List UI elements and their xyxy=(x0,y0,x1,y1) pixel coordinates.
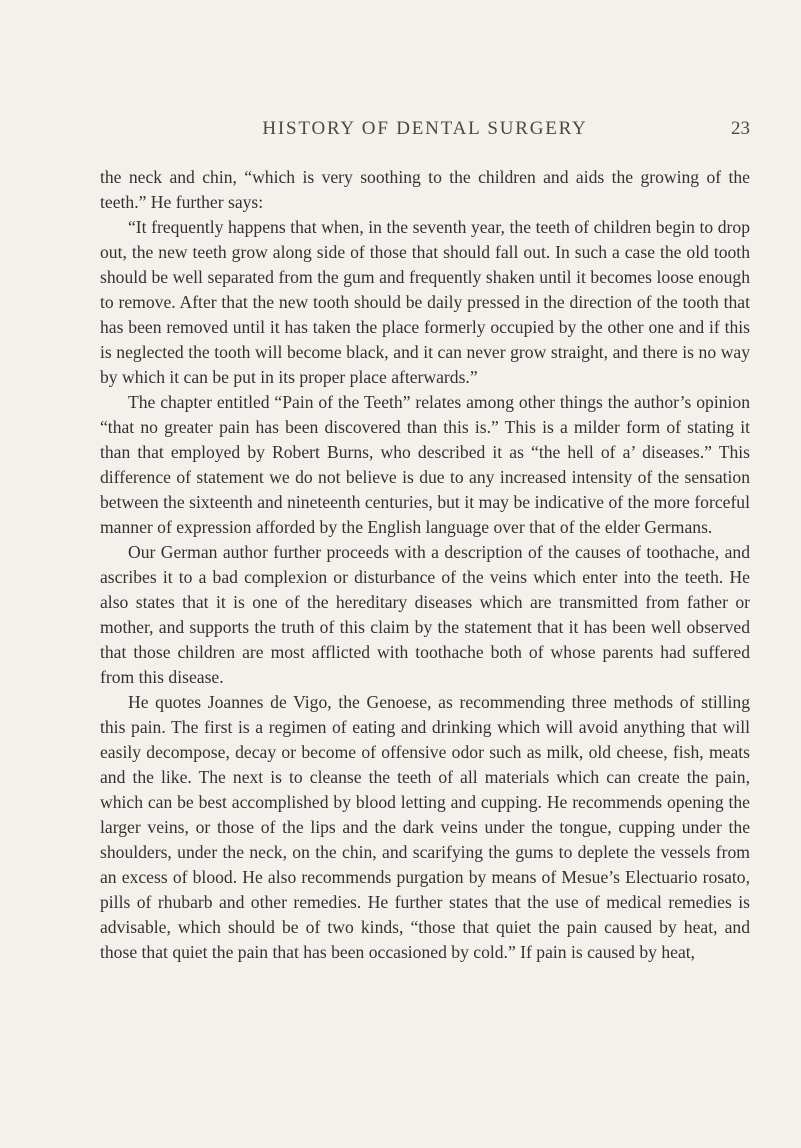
running-head xyxy=(100,118,750,142)
paragraph-continuation: the neck and chin, “which is very soothing to the children and aids the growing of the teeth.” He further says: xyxy=(100,167,750,212)
body-text xyxy=(100,165,750,965)
paragraph-causes: Our German author further proceeds with a description of the causes of toothache, and ascribes it to a bad complexion or disturbance of the veins which enter into the teeth. He also states that it is one of the hereditary diseases which are transmitted from father or mother, and supports the truth of this claim by the statement that it has been well observed that those children are most afflicted with toothache both of whose parents had suffered from this disease. xyxy=(100,542,750,687)
paragraph-pain-of-teeth: The chapter entitled “Pain of the Teeth” relates among other things the author’s opinion “that no greater pain has been discovered than this is.” This is a milder form of stating it than that employed by Robert Burns, who described it as “the hell of a’ diseases.” This difference of statement we do not believe is due to any increased intensity of the sensation between the sixteenth and nineteenth centuries, but it may be indicative of the more forceful manner of expression afforded by the English language over that of the elder Germans. xyxy=(100,392,750,537)
running-title: HISTORY OF DENTAL SURGERY xyxy=(262,118,588,139)
page-number: 23 xyxy=(731,118,750,139)
paragraph-remedies: He quotes Joannes de Vigo, the Genoese, as recommending three methods of stilling this pain. The first is a regimen of eating and drinking which will avoid anything that will easily decompose, decay or become of offensive odor such as milk, old cheese, fish, meats and the like. The next is to cleanse the teeth of all materials which can create the pain, which can be best accomplished by blood letting and cupping. He recommends opening the larger veins, or those of the lips and the dark veins under the tongue, cupping under the shoulders, under the neck, on the chin, and scarifying the gums to deplete the vessels from an excess of blood. He also recommends purgation by means of Mesue’s Electuario rosato, pills of rhubarb and other remedies. He further states that the use of medical remedies is advisable, which should be of two kinds, “those that quiet the pain caused by heat, and those that quiet the pain that has been occasioned by cold.” If pain is caused by heat, xyxy=(100,692,750,962)
paragraph-quotation: “It frequently happens that when, in the seventh year, the teeth of children begin to drop out, the new teeth grow along side of those that should fall out. In such a case the old tooth should be well separated from the gum and frequently shaken until it becomes loose enough to remove. After that the new tooth should be daily pressed in the direction of the tooth that has been removed until it has taken the place formerly occupied by the other one and if this is neglected the tooth will become black, and it can never grow straight, and there is no way by which it can be put in its proper place afterwards.” xyxy=(100,217,750,387)
